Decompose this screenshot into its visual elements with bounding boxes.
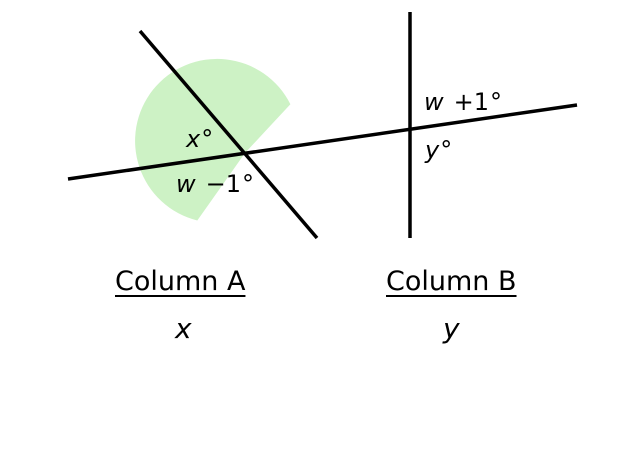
angle-w-letter-left: w [176,170,196,198]
angle-w-letter-right: w [424,88,444,116]
angle-y-degree: ° [440,136,453,164]
angle-w-plus-one-label [424,88,502,116]
angle-x-label [185,125,213,153]
column-b-value: y [443,312,460,345]
angle-x-letter: x [186,125,201,153]
angle-x-degree: ° [201,125,214,153]
angle-plus-one: +1 [453,88,490,116]
angle-w-minus-one-label [176,170,254,198]
angle-y-letter: y [425,136,440,164]
column-a-title: Column A [115,266,246,297]
column-b-title: Column B [386,266,517,297]
angle-minus-one: −1 [205,170,242,198]
angle-w-minus-one-degree: ° [242,170,255,198]
column-a-value: x [175,312,192,345]
angle-y-label [424,136,452,164]
angle-w-plus-one-degree: ° [490,88,503,116]
